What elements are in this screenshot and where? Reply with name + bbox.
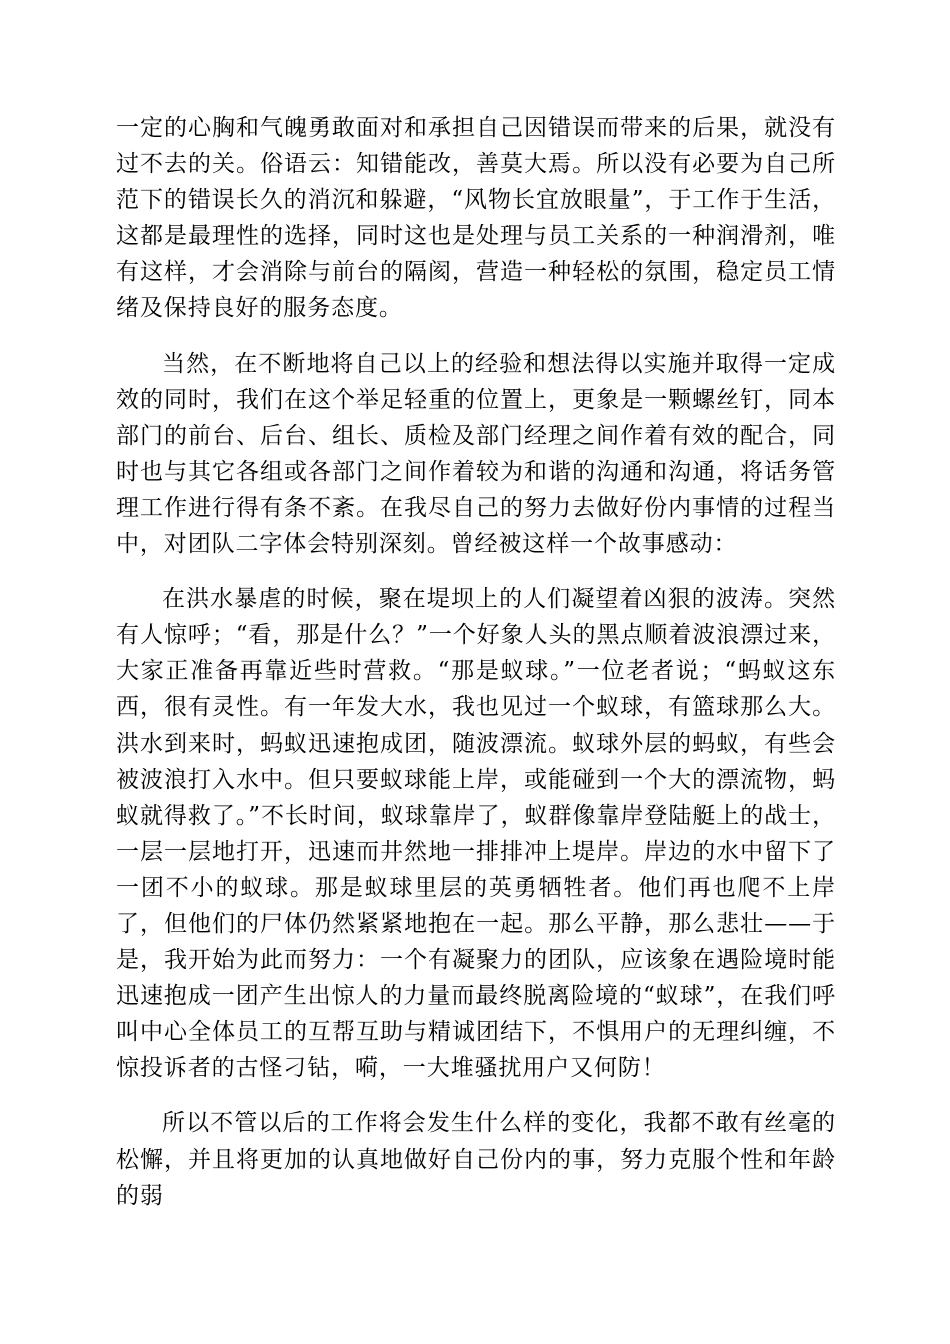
paragraph-ant-ball-story: 在洪水暴虐的时候，聚在堤坝上的人们凝望着凶狠的波涛。突然有人惊呼；“看，那是什么？”一个好象人头的黑点顺着波浪漂过来，大家正准备再靠近些时营救。“那是蚁球。”一位老者说；“蚂蚁这东西，很有灵性。有一年发大水，我也见过一个蚁球，有篮球那么大。洪水到来时，蚂蚁迅速抱成团，随波漂流。蚁球外层的蚂蚁，有些会被波浪打入水中。但只要蚁球能上岸，或能碰到一个大的漂流物，蚂蚁就得救了。”不长时间，蚁球靠岸了，蚁群像靠岸登陆艇上的战士，一层一层地打开，迅速而井然地一排排冲上堤岸。岸边的水中留下了一团不小的蚁球。那是蚁球里层的英勇牺牲者。他们再也爬不上岸了，但他们的尸体仍然紧紧地抱在一起。那么平静，那么悲壮——于是，我开始为此而努力：一个有凝聚力的团队，应该象在遇险境时能迅速抱成一团产生出惊人的力量而最终脱离险境的“蚁球”，在我们呼叫中心全体员工的互帮互助与精诚团结下，不惧用户的无理纠缠，不惊投诉者的古怪刁钻，嗬，一大堆骚扰用户又何防！ — [116, 586, 836, 1082]
paragraph-cooperation: 当然，在不断地将自己以上的经验和想法得以实施并取得一定成效的同时，我们在这个举足轻重的位置上，更象是一颗螺丝钉，同本部门的前台、后台、组长、质检及部门经理之间作着有效的配合，同时也与其它各组或各部门之间作着较为和谐的沟通和沟通，将话务管理工作进行得有条不紊。在我尽自己的努力去做好份内事情的过程当中，对团队二字体会特别深刻。曾经被这样一个故事感动： — [116, 350, 836, 558]
paragraph-continued: 一定的心胸和气魄勇敢面对和承担自己因错误而带来的后果，就没有过不去的关。俗语云：知错能改，善莫大焉。所以没有必要为自己所范下的错误长久的消沉和躲避，“风物长宜放眼量”，于工作于生活，这都是最理性的选择，同时这也是处理与员工关系的一种润滑剂，唯有这样，才会消除与前台的隔阂，营造一种轻松的氛围，稳定员工情绪及保持良好的服务态度。 — [116, 115, 836, 322]
document-page — [116, 110, 836, 1214]
paragraph-future-work: 所以不管以后的工作将会发生什么样的变化，我都不敢有丝毫的松懈，并且将更加的认真地做好自己份内的事，努力克服个性和年龄的弱 — [116, 1110, 836, 1209]
